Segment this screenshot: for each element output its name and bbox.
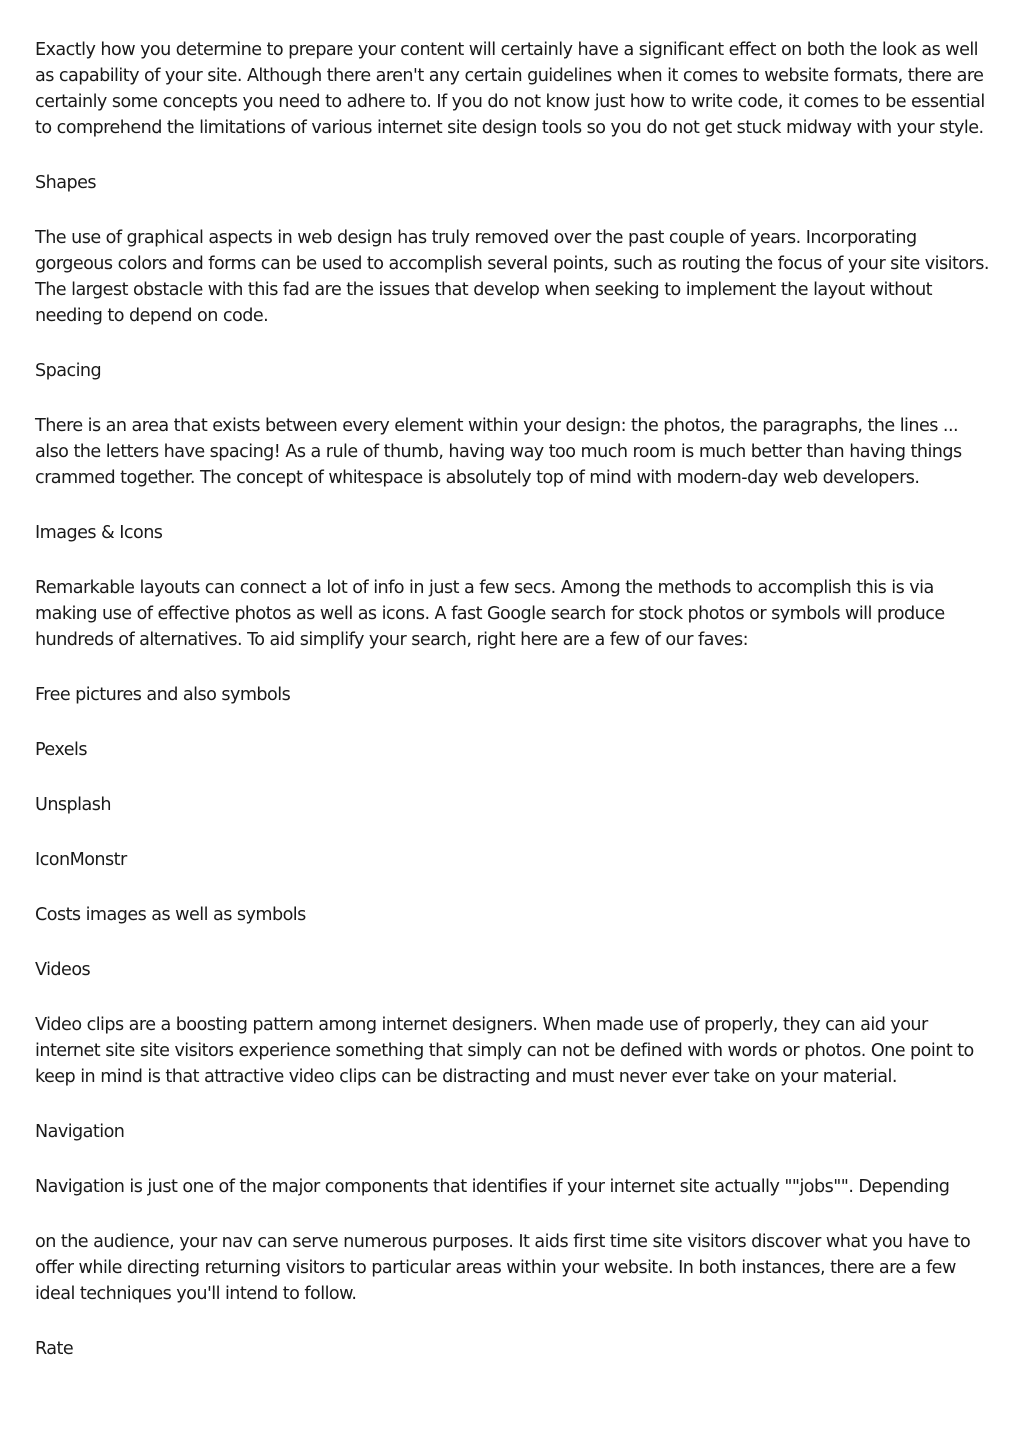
- heading-navigation: Navigation: [35, 1122, 125, 1142]
- list-item-costs-images: Costs images as well as symbols: [35, 905, 306, 925]
- list-item-unsplash: Unsplash: [35, 795, 111, 815]
- intro-paragraph: Exactly how you determine to prepare your content will certainly have a significant effect on both the look as well as capability of your site. Although there aren't any certain guidelines when it comes to website formats, there are certainly some concepts you need to adhere to. If you do not know just how to write code, it comes to be essential to comprehend the limitations of various internet site design tools so you do not get stuck midway with your style.: [35, 40, 985, 138]
- navigation-paragraph-2: on the audience, your nav can serve numerous purposes. It aids first time site visitors discover what you have to offer while directing returning visitors to particular areas within your website. In both instances, there are a few ideal techniques you'll intend to follow.: [35, 1232, 971, 1304]
- shapes-paragraph: The use of graphical aspects in web design has truly removed over the past couple of years. Incorporating gorgeous colors and forms can be used to accomplish several points, such as routing the focus of your site visitors. The largest obstacle with this fad are the issues that develop when seeking to implement the layout without needing to depend on code.: [35, 228, 989, 326]
- list-item-free-pictures: Free pictures and also symbols: [35, 685, 291, 705]
- list-item-iconmonstr: IconMonstr: [35, 850, 127, 870]
- document-page: [35, 37, 995, 1391]
- heading-rate: Rate: [35, 1339, 74, 1359]
- spacing-paragraph: There is an area that exists between every element within your design: the photos, the paragraphs, the lines ... also the letters have spacing! As a rule of thumb, having way too much room is much better than having things crammed together. The concept of whitespace is absolutely top of mind with modern-day web developers.: [35, 416, 962, 488]
- videos-paragraph: Video clips are a boosting pattern among internet designers. When made use of properly, they can aid your internet site site visitors experience something that simply can not be defined with words or photos. One point to keep in mind is that attractive video clips can be distracting and must never ever take on your material.: [35, 1015, 974, 1087]
- images-icons-paragraph: Remarkable layouts can connect a lot of info in just a few secs. Among the methods to accomplish this is via making use of effective photos as well as icons. A fast Google search for stock photos or symbols will produce hundreds of alternatives. To aid simplify your search, right here are a few of our faves:: [35, 578, 945, 650]
- heading-shapes: Shapes: [35, 173, 96, 193]
- navigation-paragraph-1: Navigation is just one of the major components that identifies if your internet site actually ""jobs"". Depending: [35, 1177, 950, 1197]
- heading-images-icons: Images & Icons: [35, 523, 163, 543]
- heading-videos: Videos: [35, 960, 91, 980]
- heading-spacing: Spacing: [35, 361, 102, 381]
- list-item-pexels: Pexels: [35, 740, 87, 760]
